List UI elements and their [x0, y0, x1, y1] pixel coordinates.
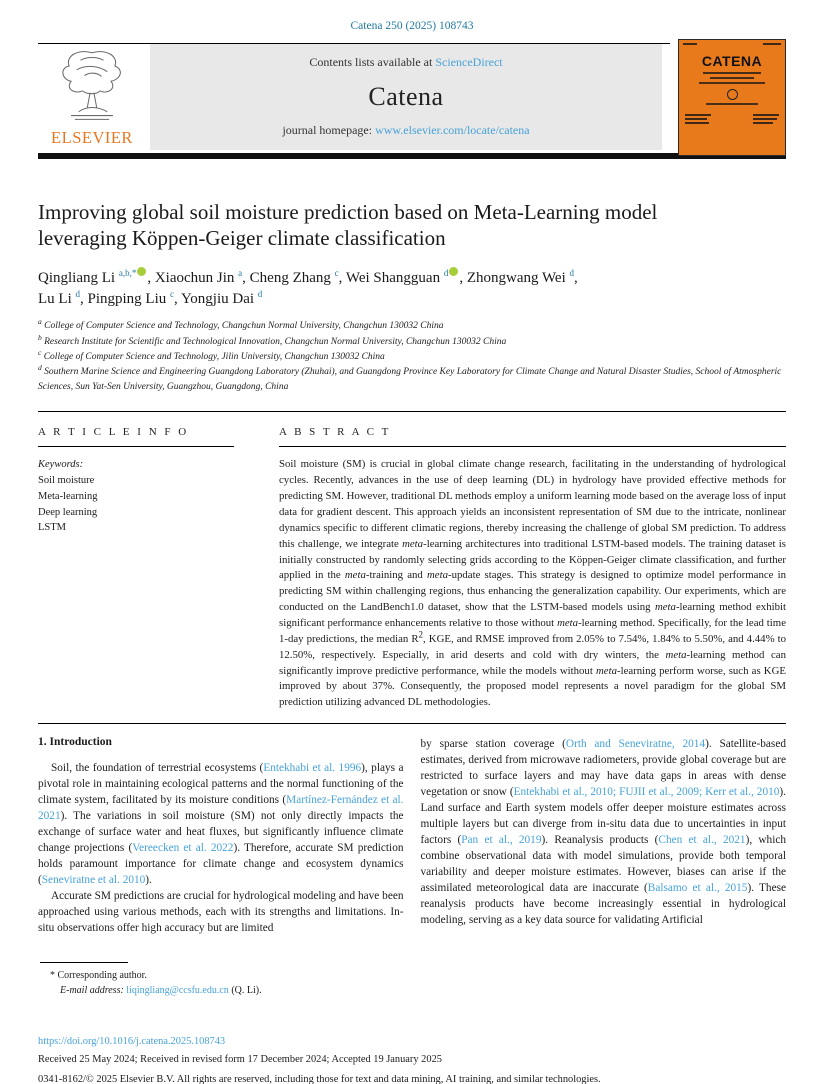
elsevier-logo: [38, 44, 146, 150]
text-run: College of Computer Science and Technology, Changchun Normal University, Changchun 130032 China: [41, 321, 444, 332]
footnote-block: [38, 962, 404, 998]
sciencedirect-link[interactable]: ScienceDirect: [435, 55, 503, 69]
cover-bottom-columns: [683, 112, 781, 124]
superscript: a: [38, 317, 42, 327]
article-info-column: [38, 420, 234, 711]
cover-decor-line: [753, 122, 773, 124]
cover-decor-line: [763, 43, 781, 45]
footer-block: [38, 1034, 786, 1084]
email-line: [38, 983, 404, 998]
section-divider-rule: [38, 411, 786, 412]
text-run: meta: [402, 537, 424, 550]
abstract-text: [279, 457, 786, 711]
text-run: by sparse station coverage (: [420, 738, 566, 751]
text-run: -training and: [365, 569, 427, 582]
email-link[interactable]: liqingliang@ccsfu.edu.cn: [126, 985, 229, 997]
email-label: E-mail address:: [60, 985, 127, 997]
contents-prefix-text: Contents lists available at: [309, 55, 436, 69]
abstract-column: [279, 420, 786, 711]
text-run: -learning perform worse, such as KGE improved by about 37%. Consequently, the proposed model represents a novel paradigm for the global SM prediction utilizing advanced DL methodologies.: [279, 664, 786, 709]
superscript: 2: [418, 629, 424, 640]
affiliations: [38, 319, 786, 395]
text-run: ,: [338, 270, 346, 287]
citation-link[interactable]: Vereecken et al. 2022: [132, 842, 234, 855]
homepage-prefix-text: journal homepage:: [282, 123, 376, 137]
journal-homepage-link[interactable]: www.elsevier.com/locate/catena: [375, 123, 530, 137]
elsevier-tree-icon: [56, 47, 128, 127]
text-run: ,: [174, 290, 181, 307]
text-run: Qingliang Li: [38, 270, 119, 287]
superscript: d: [443, 268, 449, 279]
article-title: Improving global soil moisture prediction based on Meta-Learning model leveraging Köppen-Geiger climate classification: [38, 200, 658, 251]
keyword-item: LSTM: [38, 522, 67, 534]
footnote-rule: [40, 962, 128, 963]
superscript: c: [334, 268, 339, 279]
abstract-heading: A B S T R A C T: [279, 426, 391, 439]
text-run: meta: [596, 664, 617, 677]
text-run: ). The variations in soil moisture (SM) not only directly impacts the exchange of surface water and heat fluxes, but significantly influence climate change projections (: [38, 810, 404, 855]
intro-paragraph-2: Accurate SM predictions are crucial for hydrological modeling and have been approached using various methods, each with its strengths and limitations. In-situ observations offer high accuracy but are limited: [38, 890, 404, 935]
superscript: d: [569, 268, 574, 279]
text-run: meta: [557, 616, 579, 629]
superscript: c: [38, 347, 42, 357]
cover-decor-line: [753, 114, 779, 116]
text-run: meta: [654, 601, 676, 614]
text-run: meta: [665, 648, 687, 661]
cover-decor-line: [685, 118, 707, 120]
corresponding-author-note: * Corresponding author.: [50, 970, 147, 982]
text-run: ). Therefore, accurate SM prediction holds paramount importance for climate change and ecosystem dynamics (: [38, 842, 404, 887]
superscript: c: [170, 288, 175, 299]
superscript: a: [238, 268, 243, 279]
text-run: Southern Marine Science and Engineering Guangdong Laboratory (Zhuhai), and Guangdong Province Key Laboratory for Climate Change and Natural Disaster Studies, School of Atmospheric Sciences, Sun Yat-Sen University, Guangzhou, Guangdong, China: [38, 367, 782, 393]
elsevier-wordmark: ELSEVIER: [51, 128, 133, 147]
text-run: ,: [574, 270, 578, 287]
orcid-icon[interactable]: [137, 267, 146, 276]
text-run: Zhongwang Wei: [466, 270, 570, 287]
citation-link[interactable]: Martínez-Fernández et al. 2021: [38, 794, 404, 823]
journal-cover-thumbnail[interactable]: [678, 39, 786, 156]
keyword-item: Soil moisture: [38, 475, 95, 487]
text-run: meta: [344, 569, 366, 582]
text-run: ). Reanalysis products (: [541, 834, 659, 847]
cover-decor-line: [753, 118, 777, 120]
text-run: meta: [426, 569, 448, 582]
text-run: ,: [147, 270, 155, 287]
text-run: ). These reanalysis products have become increasingly essential in hydrological modeling, serving as a key data source for validating Artificial: [420, 882, 786, 927]
article-info-rule: [38, 446, 234, 447]
intro-paragraph-3: [421, 736, 787, 928]
text-run: ,: [80, 290, 88, 307]
cover-decor-line: [685, 122, 709, 124]
info-abstract-row: [38, 420, 786, 711]
cover-decor-line: [710, 77, 754, 79]
text-run: , KGE, and RMSE improved from 2.05% to 7.54%, 1.84% to 5.50%, and 4.44% to 12.50%, respectively. Especially, in arid deserts and cold with dry winters, the: [279, 632, 786, 661]
text-run: ), which combine observational data with model simulations, provide both temporal variability and deeper moisture estimates. However, biases can arise if the assimilated meteorological data are inaccurate (: [420, 834, 787, 895]
keywords-label: Keywords:: [38, 459, 84, 471]
doi-link[interactable]: https://doi.org/10.1016/j.catena.2025.108743: [38, 1036, 226, 1048]
text-run: ,: [242, 270, 250, 287]
superscript: d: [75, 288, 80, 299]
superscript: d: [38, 362, 42, 372]
citation-link[interactable]: Pan et al., 2019: [461, 834, 542, 847]
text-run: ).: [145, 874, 152, 887]
text-run: Pingping Liu: [87, 290, 171, 307]
text-run: Research Institute for Scientific and Technological Innovation, Changchun Normal University, Changchun 130032 China: [41, 336, 507, 347]
text-run: Xiaochun Jin: [154, 270, 239, 287]
copyright-line: 0341-8162/© 2025 Elsevier B.V. All rights are reserved, including those for text and data mining, AI training, and similar technologies.: [38, 1073, 601, 1084]
author-list: [38, 267, 786, 309]
text-run: Wei Shangguan: [345, 270, 444, 287]
text-run: -learning method. Specifically, for the lead time 1-day predictions, the median R: [279, 616, 786, 645]
citation-link[interactable]: Orth and Seneviratne, 2014: [565, 738, 706, 751]
text-run: ,: [459, 270, 467, 287]
citation-link[interactable]: Balsamo et al., 2015: [647, 882, 748, 895]
cover-decor-column: [753, 112, 779, 124]
header-thick-rule: [38, 153, 786, 159]
text-run: -update stages. This strategy is designed to optimize model performance in predicting SM within challenging regions, thus enhancing the generalization capability. Our experiments, which are conducted on the LandBench1.0 dataset, show that the LSTM-based models using: [279, 569, 786, 614]
cover-decor-line: [699, 82, 765, 84]
citation-link[interactable]: Entekhabi et al. 1996: [263, 762, 362, 775]
received-dates: Received 25 May 2024; Received in revised form 17 December 2024; Accepted 19 January 2025: [38, 1054, 442, 1066]
text-run: Soil moisture (SM) is crucial in global climate change research, facilitating in the understanding of hydrological cycles. Recently, advances in the use of deep learning (DL) in hydrology have provided effective methods for predicting SM. However, traditional DL methods employ a uniform learning mode based on the average loss of input data for gradient descent. This approach yields an inconsistent representation of SM due to the intricate, nonlinear dynamics specific to different climatic regions, thereby increasing the challenge of global SM prediction. To address this challenge, we integrate: [279, 458, 786, 550]
journal-banner-center: [150, 44, 662, 150]
cover-decor-column: [685, 112, 711, 124]
superscript: d: [257, 288, 263, 299]
text-run: ). Satellite-based estimates, derived from microwave radiometers, provide global coverage but are restricted to surface layers and may have data gaps in areas with dense vegetation or snow (: [420, 738, 786, 799]
text-run: Cheng Zhang: [249, 270, 335, 287]
orcid-icon[interactable]: [449, 267, 458, 276]
keyword-item: Meta-learning: [38, 490, 98, 502]
cover-decor-line: [683, 43, 697, 45]
intro-left-column: [38, 724, 404, 998]
text-run: -learning architectures into traditional LSTM-based models. The training dataset is initially constructed by randomly selecting grids according to the Köppen-Geiger climate classification, and further applied in the: [279, 537, 786, 582]
citation-link[interactable]: Chen et al., 2021: [658, 834, 746, 847]
text-run: College of Computer Science and Technology, Jilin University, Changchun 130032 China: [41, 351, 385, 362]
text-run: ), plays a pivotal role in maintaining ecological patterns and the normal functioning of the climate system, facilitated by its moisture conditions (: [38, 762, 404, 807]
superscript: b: [38, 332, 42, 342]
cover-decor-line: [685, 114, 711, 116]
journal-header-banner: [38, 44, 786, 150]
cover-decor-line: [703, 72, 761, 74]
cover-journal-title: CATENA: [701, 53, 763, 69]
keyword-item: Deep learning: [38, 506, 98, 518]
intro-paragraph-1: [38, 760, 404, 888]
citation-link[interactable]: Entekhabi et al., 2010; FUJII et al., 2009; Kerr et al., 2010: [513, 786, 780, 799]
section-heading-introduction: 1. Introduction: [38, 736, 112, 749]
citation-link[interactable]: Seneviratne et al. 2010: [41, 874, 146, 887]
text-run: Lu Li: [38, 290, 76, 307]
text-run: Soil, the foundation of terrestrial ecosystems (: [51, 762, 264, 775]
cover-decor-line: [706, 103, 758, 105]
cover-emblem: [727, 89, 738, 100]
text-run: ). Land surface and Earth system models offer deeper moisture estimates across multiple layers but can diverge from in-situ data due to uncertainties in input factors (: [420, 786, 786, 847]
introduction-columns: [38, 724, 786, 998]
text-run: -learning method exhibit significant performance enhancements relative to those without: [279, 601, 786, 629]
superscript: a,b,*: [118, 268, 137, 279]
journal-citation-link[interactable]: Catena 250 (2025) 108743: [350, 20, 474, 32]
intro-right-column: [421, 724, 787, 998]
text-run: -learning method can significantly improve predictive performance, while the models without: [279, 648, 786, 677]
contents-availability-line: [309, 55, 502, 70]
journal-homepage-line: [282, 123, 529, 138]
abstract-rule: [279, 446, 786, 447]
text-run: Yongjiu Dai: [180, 290, 258, 307]
email-suffix: (Q. Li).: [228, 985, 262, 997]
article-info-heading: A R T I C L E I N F O: [38, 426, 189, 439]
cover-top-row: [683, 43, 781, 45]
journal-name: Catena: [368, 81, 444, 111]
